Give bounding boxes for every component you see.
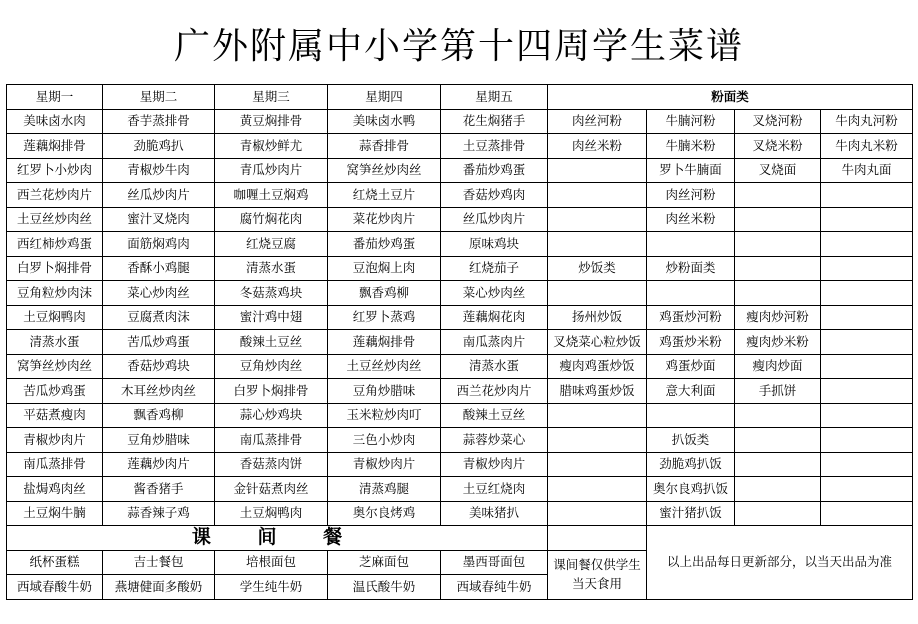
dish-cell: 清蒸水蛋: [215, 256, 328, 281]
dish-cell: 三色小炒肉: [328, 428, 441, 453]
dish-cell: 菜心炒肉丝: [441, 281, 548, 306]
table-row: [7, 109, 913, 134]
dish-cell: 莲藕焖排骨: [7, 134, 103, 159]
dish-cell: 冬菇蒸鸡块: [215, 281, 328, 306]
noodle-cell: [821, 501, 913, 526]
dish-cell: 南瓜蒸肉片: [441, 330, 548, 355]
noodle-cell: [548, 158, 647, 183]
dish-cell: 豆角粒炒肉沫: [7, 281, 103, 306]
noodle-cell: 鸡蛋炒米粉: [647, 330, 735, 355]
dish-cell: 豆角炒肉丝: [215, 354, 328, 379]
table-row: [7, 207, 913, 232]
noodle-cell: [821, 379, 913, 404]
noodle-cell: [735, 183, 821, 208]
dish-cell: 红罗卜蒸鸡: [328, 305, 441, 330]
table-row: [7, 134, 913, 159]
dish-cell: 窝笋丝炒肉丝: [7, 354, 103, 379]
table-row: [7, 305, 913, 330]
dish-cell: 平菇煮瘦肉: [7, 403, 103, 428]
dish-cell: 菜心炒肉丝: [103, 281, 215, 306]
table-row: [7, 281, 913, 306]
snack-note: 课间餐仅供学生当天食用: [548, 550, 647, 599]
noodle-cell: [548, 428, 647, 453]
snack-cell: 西域春酸牛奶: [7, 575, 103, 600]
dish-cell: 香芋蒸排骨: [103, 109, 215, 134]
noodle-cell: [548, 207, 647, 232]
table-row: [7, 158, 913, 183]
table-row: [7, 379, 913, 404]
noodle-cell: [821, 183, 913, 208]
noodle-cell: [548, 403, 647, 428]
dish-cell: 土豆焖牛腩: [7, 501, 103, 526]
noodle-cell: [821, 330, 913, 355]
dish-cell: 美味卤水肉: [7, 109, 103, 134]
noodle-cell: 炒饭类: [548, 256, 647, 281]
dish-cell: 土豆焖鸭肉: [7, 305, 103, 330]
day-header: 星期四: [328, 85, 441, 110]
dish-cell: 苦瓜炒鸡蛋: [7, 379, 103, 404]
noodle-cell: 奥尔良鸡扒饭: [647, 477, 735, 502]
noodle-cell: [735, 477, 821, 502]
noodle-cell: 肉丝米粉: [647, 207, 735, 232]
noodle-cell: 叉烧面: [735, 158, 821, 183]
noodle-cell: [548, 232, 647, 257]
dish-cell: 西兰花炒肉片: [441, 379, 548, 404]
noodle-cell: 叉烧米粉: [735, 134, 821, 159]
snack-cell: 温氏酸牛奶: [328, 575, 441, 600]
dish-cell: 青椒炒鲜尤: [215, 134, 328, 159]
noodle-cell: [735, 452, 821, 477]
dish-cell: 菜花炒肉片: [328, 207, 441, 232]
noodle-cell: 牛腩米粉: [647, 134, 735, 159]
noodle-cell: 扬州炒饭: [548, 305, 647, 330]
table-row: [7, 232, 913, 257]
noodle-cell: 叉烧河粉: [735, 109, 821, 134]
dish-cell: 清蒸水蛋: [441, 354, 548, 379]
dish-cell: 红烧土豆片: [328, 183, 441, 208]
dish-cell: 丝瓜炒肉片: [103, 183, 215, 208]
noodle-cell: [735, 281, 821, 306]
dish-cell: 南瓜蒸排骨: [215, 428, 328, 453]
dish-cell: 花生焖猪手: [441, 109, 548, 134]
dish-cell: 青椒炒肉片: [7, 428, 103, 453]
noodle-cell: [735, 403, 821, 428]
noodle-cell: [821, 256, 913, 281]
header-row: [7, 85, 913, 110]
noodle-cell: 牛肉丸河粉: [821, 109, 913, 134]
dish-cell: 西红柿炒鸡蛋: [7, 232, 103, 257]
table-row: [7, 256, 913, 281]
noodle-cell: 瘦肉炒河粉: [735, 305, 821, 330]
noodle-cell: [735, 207, 821, 232]
day-header: 星期一: [7, 85, 103, 110]
table-row: [7, 428, 913, 453]
snack-cell: 芝麻面包: [328, 550, 441, 575]
noodle-cell: 意大利面: [647, 379, 735, 404]
dish-cell: 腐竹焖花肉: [215, 207, 328, 232]
dish-cell: 香酥小鸡腿: [103, 256, 215, 281]
noodle-cell: [548, 183, 647, 208]
noodle-cell: [821, 354, 913, 379]
noodle-cell: [821, 281, 913, 306]
noodle-cell: [821, 207, 913, 232]
dish-cell: 土豆丝炒肉丝: [328, 354, 441, 379]
noodle-cell: 瘦肉炒面: [735, 354, 821, 379]
table-row: [7, 354, 913, 379]
page-title: 广外附属中小学第十四周学生菜谱: [173, 26, 744, 67]
noodle-cell: 牛肉丸面: [821, 158, 913, 183]
dish-cell: 青椒炒肉片: [441, 452, 548, 477]
noodle-cell: 瘦肉炒米粉: [735, 330, 821, 355]
noodle-cell: 扒饭类: [647, 428, 735, 453]
dish-cell: 劲脆鸡扒: [103, 134, 215, 159]
noodle-cell: 手抓饼: [735, 379, 821, 404]
snack-cell: 西域春纯牛奶: [441, 575, 548, 600]
table-row: [7, 403, 913, 428]
noodle-cell: 牛腩河粉: [647, 109, 735, 134]
noodle-cell: 鸡蛋炒面: [647, 354, 735, 379]
noodle-cell: [821, 452, 913, 477]
noodle-cell: [821, 403, 913, 428]
dish-cell: 蜜汁鸡中翅: [215, 305, 328, 330]
dish-cell: 蒜蓉炒菜心: [441, 428, 548, 453]
dish-cell: 酸辣土豆丝: [441, 403, 548, 428]
noodle-cell: 叉烧菜心粒炒饭: [548, 330, 647, 355]
snack-cell: 纸杯蛋糕: [7, 550, 103, 575]
noodle-cell: [821, 428, 913, 453]
noodle-cell: [647, 232, 735, 257]
dish-cell: 番茄炒鸡蛋: [328, 232, 441, 257]
noodle-cell: [647, 403, 735, 428]
dish-cell: 盐焗鸡肉丝: [7, 477, 103, 502]
noodle-cell: 腊味鸡蛋炒饭: [548, 379, 647, 404]
dish-cell: 蒜香辣子鸡: [103, 501, 215, 526]
noodle-cell: 罗卜牛腩面: [647, 158, 735, 183]
dish-cell: 红烧茄子: [441, 256, 548, 281]
dish-cell: 红罗卜小炒肉: [7, 158, 103, 183]
dish-cell: 青椒炒肉片: [328, 452, 441, 477]
snack-cell: 燕塘健面多酸奶: [103, 575, 215, 600]
dish-cell: 白罗卜焖排骨: [215, 379, 328, 404]
snack-title-row: [7, 526, 913, 551]
noodle-cell: [548, 477, 647, 502]
noodle-cell: [647, 281, 735, 306]
dish-cell: 莲藕焖花肉: [441, 305, 548, 330]
table-row: [7, 501, 913, 526]
noodle-cell: [735, 256, 821, 281]
noodle-cell: [548, 281, 647, 306]
dish-cell: 红烧豆腐: [215, 232, 328, 257]
dish-cell: 香菇炒鸡肉: [441, 183, 548, 208]
snack-cell: 墨西哥面包: [441, 550, 548, 575]
dish-cell: 莲藕焖排骨: [328, 330, 441, 355]
dish-cell: 莲藕炒肉片: [103, 452, 215, 477]
dish-cell: 原味鸡块: [441, 232, 548, 257]
dish-cell: 飘香鸡柳: [103, 403, 215, 428]
noodle-cell: 蜜汁猪扒饭: [647, 501, 735, 526]
noodle-cell: [735, 501, 821, 526]
dish-cell: 窝笋丝炒肉丝: [328, 158, 441, 183]
update-note: 以上出品每日更新部分，以当天出品为准: [647, 526, 913, 600]
table-row: [7, 330, 913, 355]
noodle-cell: [548, 452, 647, 477]
dish-cell: 土豆丝炒肉丝: [7, 207, 103, 232]
noodle-cell: 肉丝河粉: [647, 183, 735, 208]
noodle-cell: 瘦肉鸡蛋炒饭: [548, 354, 647, 379]
dish-cell: 豆角炒腊味: [328, 379, 441, 404]
dish-cell: 蒜香排骨: [328, 134, 441, 159]
dish-cell: 酸辣土豆丝: [215, 330, 328, 355]
noodle-cell: 鸡蛋炒河粉: [647, 305, 735, 330]
dish-cell: 青椒炒牛肉: [103, 158, 215, 183]
dish-cell: 土豆红烧肉: [441, 477, 548, 502]
dish-cell: 金针菇煮肉丝: [215, 477, 328, 502]
dish-cell: 蜜汁叉烧肉: [103, 207, 215, 232]
noodle-cell: [735, 232, 821, 257]
noodle-cell: [548, 501, 647, 526]
noodle-cell: 牛肉丸米粉: [821, 134, 913, 159]
dish-cell: 咖喱土豆焖鸡: [215, 183, 328, 208]
day-header: 星期五: [441, 85, 548, 110]
noodle-cell: 肉丝米粉: [548, 134, 647, 159]
table-row: [7, 452, 913, 477]
noodle-cell: 炒粉面类: [647, 256, 735, 281]
dish-cell: 蒜心炒鸡块: [215, 403, 328, 428]
dish-cell: 木耳丝炒肉丝: [103, 379, 215, 404]
snack-title: 课 间 餐: [7, 526, 548, 551]
noodle-cell: [821, 232, 913, 257]
dish-cell: 奥尔良烤鸡: [328, 501, 441, 526]
day-header: 星期三: [215, 85, 328, 110]
dish-cell: 西兰花炒肉片: [7, 183, 103, 208]
noodle-cell: [821, 305, 913, 330]
dish-cell: 香菇炒鸡块: [103, 354, 215, 379]
snack-cell: 学生纯牛奶: [215, 575, 328, 600]
dish-cell: 番茄炒鸡蛋: [441, 158, 548, 183]
menu-table: [6, 84, 913, 600]
dish-cell: 清蒸鸡腿: [328, 477, 441, 502]
dish-cell: 清蒸水蛋: [7, 330, 103, 355]
dish-cell: 面筋焖鸡肉: [103, 232, 215, 257]
dish-cell: 美味卤水鸭: [328, 109, 441, 134]
dish-cell: 飘香鸡柳: [328, 281, 441, 306]
table-row: [7, 183, 913, 208]
snack-cell: 培根面包: [215, 550, 328, 575]
dish-cell: 青瓜炒肉片: [215, 158, 328, 183]
noodle-cell: [821, 477, 913, 502]
dish-cell: 丝瓜炒肉片: [441, 207, 548, 232]
dish-cell: 豆腐煮肉沫: [103, 305, 215, 330]
table-row: [7, 477, 913, 502]
noodle-header: 粉面类: [548, 85, 913, 110]
dish-cell: 玉米粒炒肉叮: [328, 403, 441, 428]
dish-cell: 豆角炒腊味: [103, 428, 215, 453]
dish-cell: 豆泡焖上肉: [328, 256, 441, 281]
dish-cell: 美味猪扒: [441, 501, 548, 526]
day-header: 星期二: [103, 85, 215, 110]
dish-cell: 白罗卜焖排骨: [7, 256, 103, 281]
blank-cell: [548, 526, 647, 551]
snack-cell: 吉士餐包: [103, 550, 215, 575]
noodle-cell: 肉丝河粉: [548, 109, 647, 134]
dish-cell: 土豆焖鸭肉: [215, 501, 328, 526]
dish-cell: 苦瓜炒鸡蛋: [103, 330, 215, 355]
dish-cell: 南瓜蒸排骨: [7, 452, 103, 477]
dish-cell: 黄豆焖排骨: [215, 109, 328, 134]
noodle-cell: [735, 428, 821, 453]
dish-cell: 土豆蒸排骨: [441, 134, 548, 159]
noodle-cell: 劲脆鸡扒饭: [647, 452, 735, 477]
dish-cell: 香菇蒸肉饼: [215, 452, 328, 477]
dish-cell: 酱香猪手: [103, 477, 215, 502]
